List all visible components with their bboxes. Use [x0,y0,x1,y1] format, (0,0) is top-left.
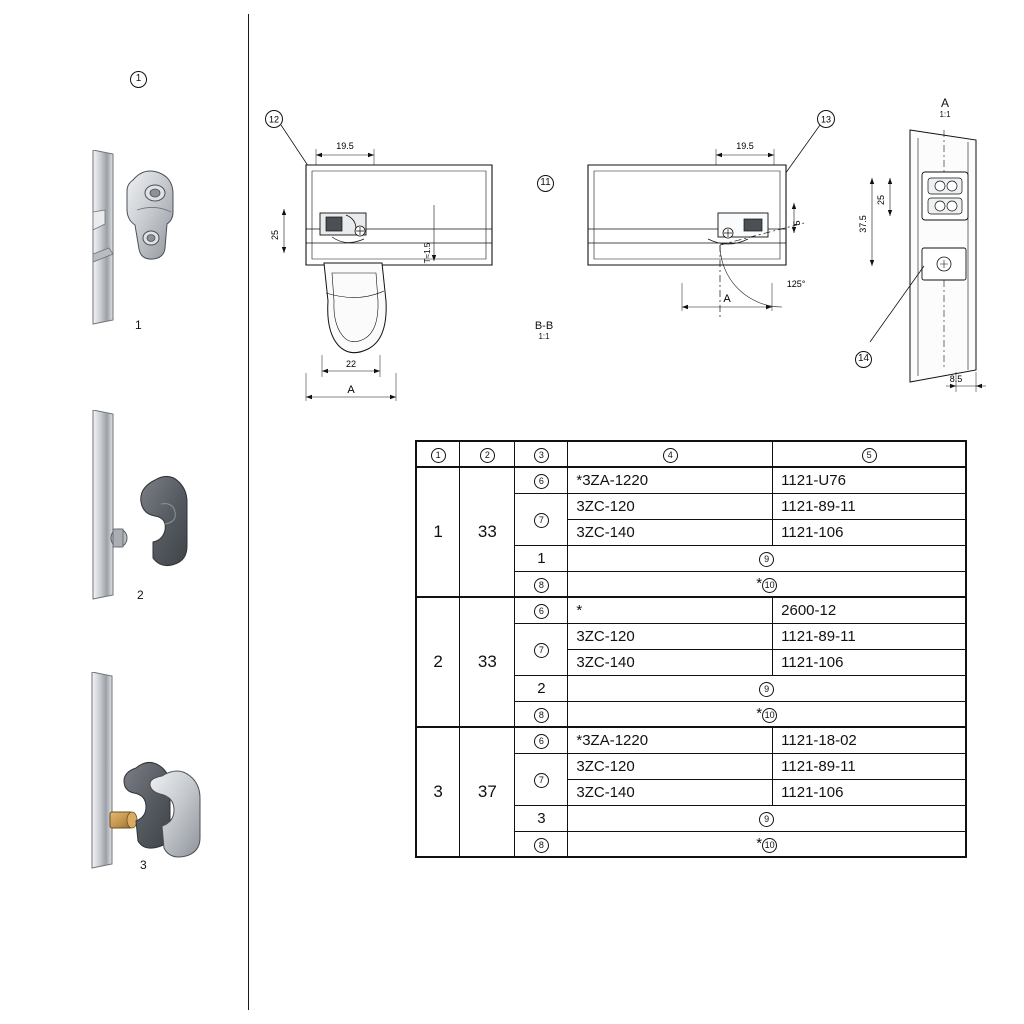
svg-text:25: 25 [270,229,280,241]
svg-text:12: 12 [268,114,280,125]
row-ref: 8 [515,831,568,857]
row-code: 1121-18-02 [773,727,966,753]
group-2-col1: 2 [416,597,460,727]
row-span-ref: * 10 [568,831,966,857]
left-item-3 [70,672,240,882]
row-ref: 8 [515,701,568,727]
row-ref: 1 [515,545,568,571]
row-span-ref: 9 [568,805,966,831]
svg-text:T≈1.5: T≈1.5 [423,242,432,264]
table-row [416,467,966,493]
balloon-1-top [130,68,147,88]
row-ref: 7 [515,623,568,675]
row-part: *3ZA-1220 [568,467,773,493]
th-5: 5 [773,441,966,467]
group-3-col2: 37 [460,727,515,857]
group-1-col1: 1 [416,467,460,597]
group-3-col1: 3 [416,727,460,857]
row-ref: 6 [515,727,568,753]
section-view-left [262,105,512,425]
balloon-label: 11 [537,175,554,192]
svg-text:8.5: 8.5 [949,374,963,384]
detail-view-a-drawing [848,120,1008,400]
row-ref: 7 [515,493,568,545]
row-code: 1121-89-11 [773,623,966,649]
detail-view-a [848,120,1008,400]
row-ref: 6 [515,467,568,493]
section-view-left-drawing [262,105,512,425]
section-view-middle-drawing [568,105,858,375]
row-ref: 3 [515,805,568,831]
row-part: 3ZC-120 [568,753,773,779]
vertical-divider [248,14,249,1010]
row-code: 2600-12 [773,597,966,623]
svg-text:125°: 125° [786,279,806,289]
balloon-label: 1 [130,71,147,88]
row-code: 1121-106 [773,519,966,545]
left-item-1-caption: 1 [135,318,142,332]
svg-text:A: A [723,293,731,305]
parts-table [415,440,967,858]
row-part: 3ZC-120 [568,493,773,519]
row-code: 1121-89-11 [773,493,966,519]
row-span-ref: * 10 [568,571,966,597]
left-item-1 [75,150,235,340]
row-part: 3ZC-140 [568,519,773,545]
svg-text:5: 5 [792,220,802,226]
svg-text:13: 13 [820,114,832,125]
row-part: * [568,597,773,623]
left-item-2-caption: 2 [137,588,144,602]
svg-text:A: A [347,384,355,396]
row-code: 1121-106 [773,649,966,675]
svg-text:37.5: 37.5 [858,215,868,233]
row-code: 1121-89-11 [773,753,966,779]
row-part: *3ZA-1220 [568,727,773,753]
group-2-col2: 33 [460,597,515,727]
row-span-ref: 9 [568,675,966,701]
th-4: 4 [568,441,773,467]
table-header-row [416,441,966,467]
balloon-11 [537,172,554,192]
row-ref: 7 [515,753,568,805]
svg-text:19.5: 19.5 [336,141,354,151]
row-code: 1121-U76 [773,467,966,493]
group-1-col2: 33 [460,467,515,597]
row-part: 3ZC-140 [568,779,773,805]
row-part: 3ZC-120 [568,623,773,649]
table-row [416,597,966,623]
latch-keeper-variant-1-drawing [75,150,235,340]
svg-text:22: 22 [345,359,357,369]
section-view-middle [568,105,858,375]
latch-keeper-variant-3-drawing [70,672,240,882]
left-item-3-caption: 3 [140,858,147,872]
balloon-label: 14 [855,351,872,368]
detail-a-title: A 1:1 [939,96,951,119]
latch-keeper-variant-2-drawing [75,410,235,610]
row-part: 3ZC-140 [568,649,773,675]
row-ref: 2 [515,675,568,701]
row-span-ref: * 10 [568,701,966,727]
th-3: 3 [515,441,568,467]
left-item-2 [75,410,235,610]
row-ref: 8 [515,571,568,597]
th-1: 1 [416,441,460,467]
row-ref: 6 [515,597,568,623]
th-2: 2 [460,441,515,467]
svg-text:25: 25 [876,194,886,206]
row-code: 1121-106 [773,779,966,805]
svg-text:19.5: 19.5 [736,141,754,151]
balloon-14 [855,348,872,368]
table-row [416,727,966,753]
section-label-bb: B-B 1:1 [534,320,554,341]
row-span-ref: 9 [568,545,966,571]
